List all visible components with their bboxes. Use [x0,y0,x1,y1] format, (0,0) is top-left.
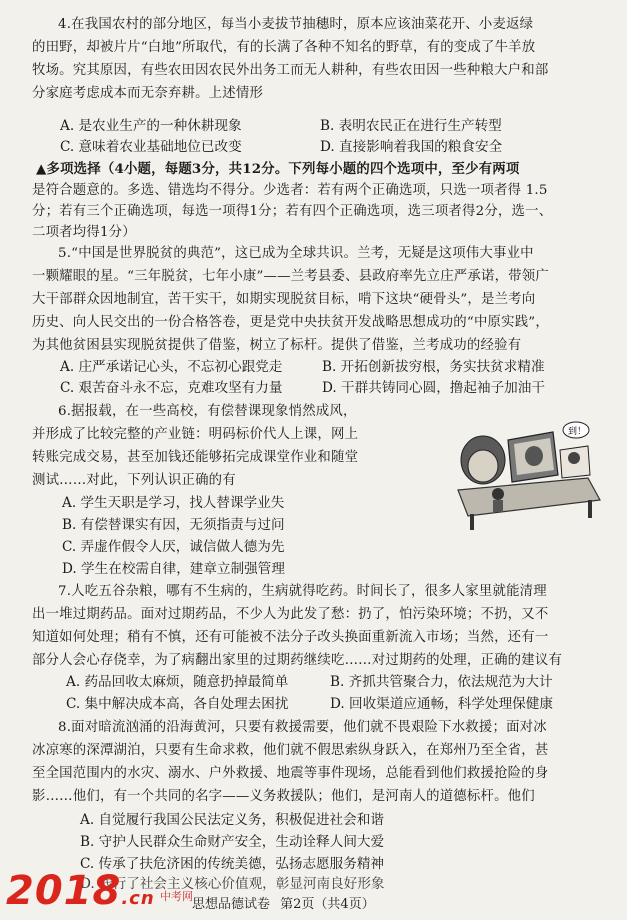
q6-line-1: 6.据报载，在一些高校，有偿替课现象悄然成风， [58,404,357,419]
q6-option-d: D. 学生在校需自律，建章立制强管理 [62,561,285,577]
q5-line-1: 5.“中国是世界脱贫的典范”，这已成为全球共识。兰考，无疑是这项伟大事业中 [58,246,534,261]
q5-option-c: C. 艰苦奋斗永不忘，克难攻坚有力量 [60,380,283,396]
logo-watermark-text: 中考网 [160,890,193,903]
q8-line-3: 至全国范围内的水灾、溺水、户外救援、地震等事件现场，总能看到他们救援抢险的身 [32,766,549,781]
q6-option-c: C. 弄虚作假令人厌，诚信做人德为先 [62,539,285,555]
q4-option-a: A. 是农业生产的一种休耕现象 [60,118,242,134]
q4-line-2: 的田野，却被片片“白地”所取代，有的长满了各种不知名的野草，有的变成了牛羊放 [32,40,536,55]
q8-line-2: 冰凉寒的深潭湖泊，只要有生命求救，他们就不假思索纵身跃入，在郑州乃至全省，甚 [32,743,549,758]
q7-option-d: D. 回收渠道应通畅，科学处理保健康 [330,696,553,712]
logo-suffix: .cn [121,888,155,909]
q6-option-b: B. 有偿替课实有因，无须指责与过问 [62,517,285,533]
q8-option-b: B. 守护人民群众生命财产安全，生动诠释人间大爱 [80,834,385,850]
site-logo [6,868,155,914]
q7-line-3: 知道如何处理；稍有不慎，还有可能被不法分子改头换面重新流入市场；当然，还有一 [32,630,549,645]
footer-subject: 思想品德试卷 [192,897,271,912]
footer-page-number: 第2页（共4页） [280,897,375,912]
q6-option-a: A. 学生天职是学习，找人替课学业失 [62,495,285,511]
q7-option-a: A. 药品回收太麻烦，随意扔掉最简单 [66,674,289,690]
q6-line-4: 测试……对此，下列认识正确的有 [32,473,236,488]
q5-option-d: D. 干群共铸同心圆，撸起袖子加油干 [322,380,545,396]
q7-line-1: 7.人吃五谷杂粮，哪有不生病的，生病就得吃药。时间长了，很多人家里就能清理 [58,584,547,599]
q8-option-c: C. 传承了扶危济困的传统美德，弘扬志愿服务精神 [80,856,385,872]
q4-line-4: 分家庭考虑成本而无奈弃耕。上述情形 [32,86,264,101]
q4-line-3: 牧场。究其原因，有些农田因农民外出务工而无人耕种，有些农田因一些种粮大户和部 [32,63,549,78]
section-line-2: 分；若有三个正确选项，每选一项得1分；若有四个正确选项，选三项者得2分，选一、 [32,204,553,219]
q5-line-3: 大干部群众因地制宜，苦干实干，如期实现脱贫目标，啃下这块“硬骨头”，是兰考向 [32,292,536,307]
q5-line-4: 历史、向人民交出的一份合格答卷，更是党中央扶贫开发战略思想成功的“中原实践”， [32,315,549,330]
q5-option-a: A. 庄严承诺记心头，不忘初心跟党走 [60,359,283,375]
q8-line-4: 影……他们，有一个共同的名字——义务救援队；他们，是河南人的道德标杆。他们 [32,789,535,804]
q4-option-b: B. 表明农民正在进行生产转型 [320,118,502,134]
q5-line-5: 为其他贫困县实现脱贫提供了借鉴，树立了标杆。提供了借鉴，兰考成功的经验有 [32,338,522,353]
q7-line-2: 出一堆过期药品。面对过期药品，不少人为此发了愁：扔了，怕污染环境；不扔，又不 [32,607,549,622]
section-line-3: 二项者均得1分） [32,225,136,240]
q6-line-2: 并形成了比较完整的产业链：明码标价代人上课，网上 [32,427,359,442]
q7-line-4: 部分人会心存侥幸，为了病翻出家里的过期药继续吃……对过期药的处理，正确的建议有 [32,653,563,668]
q7-option-c: C. 集中解决成本高，各自处理去困扰 [66,696,289,712]
q8-line-1: 8.面对暗流汹涌的沿海黄河，只要有救援需要，他们就不畏艰险下水救援；面对冰 [58,720,547,735]
q5-line-2: 一颗耀眼的星。“三年脱贫，七年小康”——兰考县委、县政府率先立庄严承诺，带领广 [32,269,549,284]
section-header: ▲多项选择（4小题，每题3分，共12分。下列每小题的四个选项中，至少有两项 [36,161,520,177]
substitute-class-cartoon [438,420,604,532]
section-line-1: 是符合题意的。多选、错选均不得分。少选者：若有两个正确选项，只选一项者得 1.5 [32,183,548,198]
q4-option-c: C. 意味着农业基础地位已改变 [60,139,242,155]
q7-option-b: B. 齐抓共管聚合力，依法规范为大计 [330,674,553,690]
q4-line-1: 4.在我国农村的部分地区，每当小麦拔节抽穗时，原本应该油菜花开、小麦返绿 [58,17,534,32]
q5-option-b: B. 开拓创新拔穷根，务实扶贫求精准 [322,359,545,375]
logo-year: 2018 [6,868,122,914]
cartoon-speech-text: 到！ [568,427,587,437]
q6-line-3: 转账完成交易，甚至加钱还能够拓完成课堂作业和随堂 [32,450,359,465]
q8-option-a: A. 自觉履行我国公民法定义务，积极促进社会和谐 [80,812,384,828]
q4-option-d: D. 直接影响着我国的粮食安全 [320,139,503,155]
page-footer [192,893,375,912]
q8-option-d: D. 践行了社会主义核心价值观，彰显河南良好形象 [80,876,385,892]
